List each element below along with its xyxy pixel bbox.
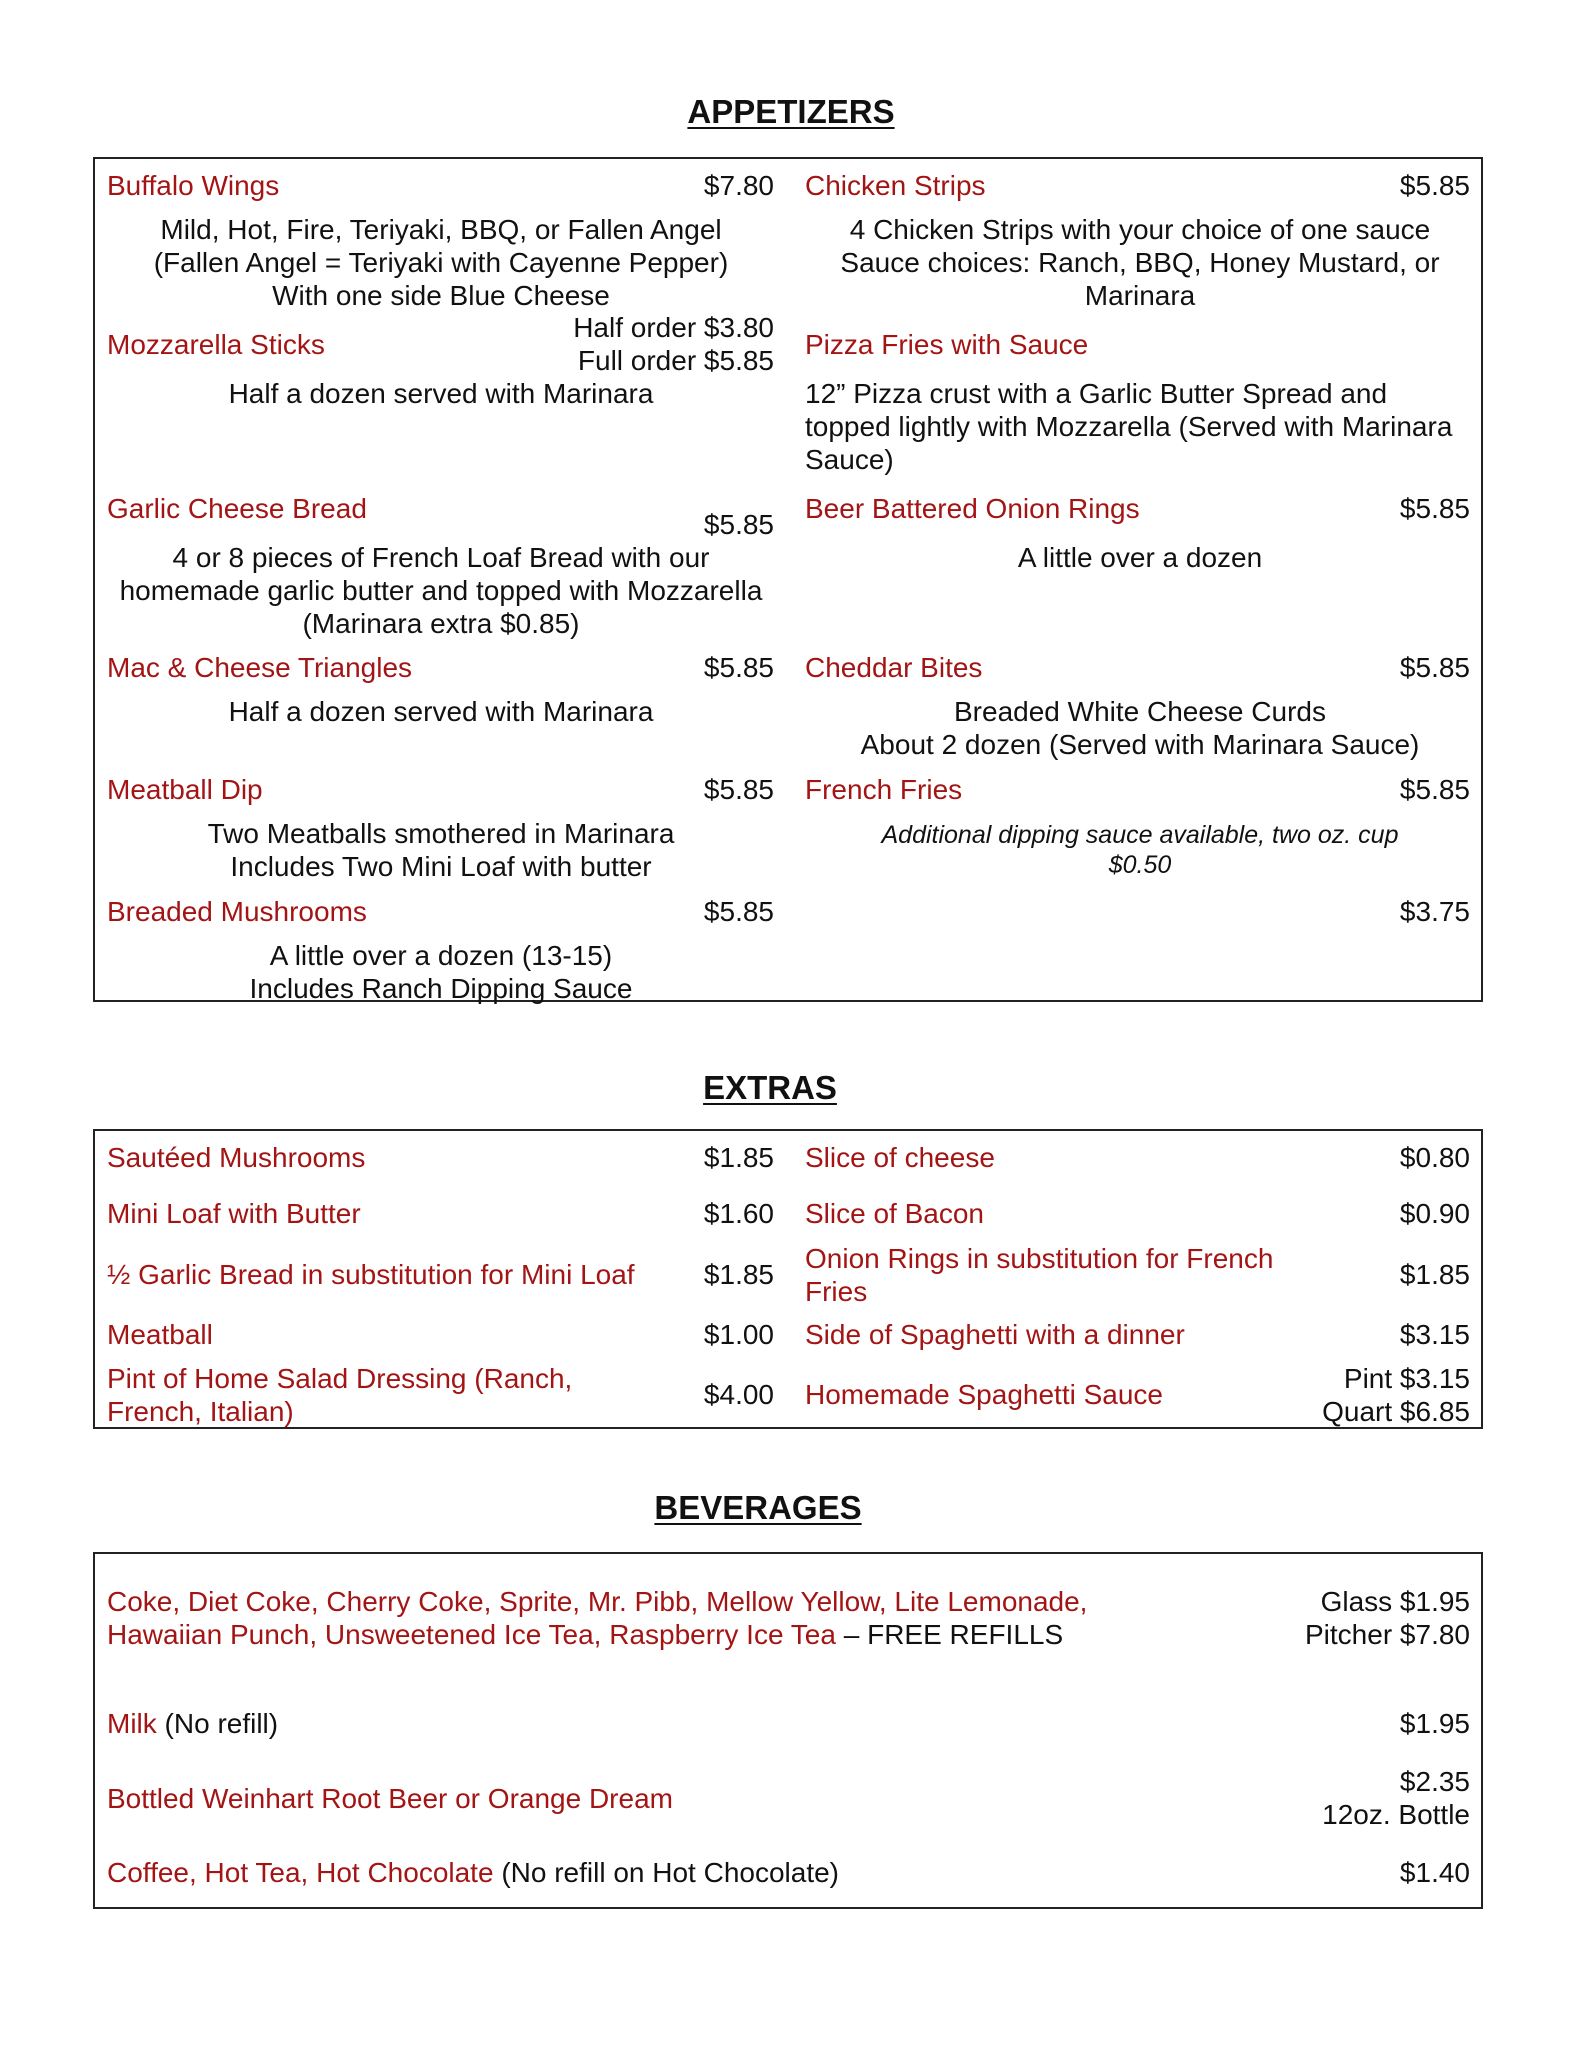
item-name: Sautéed Mushrooms [107,1142,366,1173]
item-price: $5.85 [1399,774,1470,805]
item-price: $1.85 [1399,1259,1470,1290]
item-name: Coffee, Hot Tea, Hot Chocolate (No refill on Hot Chocolate) [107,1857,840,1888]
refill-note: – FREE REFILLS [843,1619,1064,1650]
item-price: $3.75 [1399,896,1470,927]
item-name: Slice of Bacon [805,1198,984,1229]
item-name: Slice of cheese [805,1142,995,1173]
item-name: French Fries [805,774,963,805]
item-price: $1.95 [1399,1708,1470,1739]
item-price: $1.85 [703,1142,774,1173]
item-description: 4 Chicken Strips with your choice of one sauce Sauce choices: Ranch, BBQ, Honey Mustard, or Marinara [840,214,1440,311]
item-price: Glass $1.95 Pitcher $7.80 [1305,1586,1470,1650]
item-name: Pizza Fries with Sauce [805,329,1089,360]
item-name: Meatball [107,1319,213,1350]
item-name: Bottled Weinhart Root Beer or Orange Dream [107,1783,673,1814]
item-price: $0.80 [1399,1142,1470,1173]
extras-heading: EXTRAS [703,1069,837,1106]
item-description: Mild, Hot, Fire, Teriyaki, BBQ, or Fallen Angel (Fallen Angel = Teriyaki with Cayenne Pepper) With one side Blue Cheese [153,214,729,311]
item-name: ½ Garlic Bread in substitution for Mini Loaf [107,1259,635,1290]
item-name: Chicken Strips [805,170,986,201]
appetizers-heading: APPETIZERS [687,93,895,130]
item-name: Beer Battered Onion Rings [805,493,1140,524]
item-name: Mozzarella Sticks [107,329,325,360]
item-description: A little over a dozen [1017,542,1263,573]
item-price: $1.40 [1399,1857,1470,1888]
item-name: Mini Loaf with Butter [107,1198,361,1229]
item-price: $3.15 [1399,1319,1470,1350]
item-name: Breaded Mushrooms [107,896,367,927]
item-price: $2.35 12oz. Bottle [1322,1766,1470,1830]
item-name: Side of Spaghetti with a dinner [805,1319,1185,1350]
dipping-sauce-note: Additional dipping sauce available, two oz. cup $0.50 [881,821,1399,879]
item-price: $7.80 [703,170,774,201]
item-price: $5.85 [1399,170,1470,201]
item-description: A little over a dozen (13-15) Includes Ranch Dipping Sauce [249,940,633,1004]
item-name: Cheddar Bites [805,652,983,683]
item-description: Breaded White Cheese Curds About 2 dozen (Served with Marinara Sauce) [860,696,1420,760]
item-name: Homemade Spaghetti Sauce [805,1379,1163,1410]
item-description: Half a dozen served with Marinara [228,378,654,409]
item-name: Coke, Diet Coke, Cherry Coke, Sprite, Mr. Pibb, Mellow Yellow, Lite Lemonade, Hawaiian Punch, Unsweetened Ice Tea, Raspberry Ice Tea – FREE REFILLS [107,1586,1088,1650]
item-price: $5.85 [703,652,774,683]
item-price: $5.85 [703,896,774,927]
item-price: Pint $3.15 Quart $6.85 [1322,1363,1470,1427]
item-price: $1.60 [703,1198,774,1229]
item-name: Buffalo Wings [107,170,280,201]
item-name: Milk (No refill) [107,1708,279,1739]
refill-note: (No refill) [164,1708,279,1739]
refill-note: (No refill on Hot Chocolate) [501,1857,840,1888]
beverages-heading: BEVERAGES [654,1489,862,1526]
item-price: $5.85 [703,509,774,540]
item-price: $0.90 [1399,1198,1470,1229]
item-name: Mac & Cheese Triangles [107,652,413,683]
item-price: $5.85 [703,774,774,805]
item-price: Half order $3.80 Full order $5.85 [573,312,774,376]
item-description: Two Meatballs smothered in Marinara Includes Two Mini Loaf with butter [207,818,675,882]
item-name: Pint of Home Salad Dressing (Ranch, French, Italian) [107,1363,573,1427]
item-price: $1.00 [703,1319,774,1350]
item-price: $5.85 [1399,493,1470,524]
item-price: $1.85 [703,1259,774,1290]
item-price: $4.00 [703,1379,774,1410]
item-name: Garlic Cheese Bread [107,493,367,524]
item-price: $5.85 [1399,652,1470,683]
item-description: 12” Pizza crust with a Garlic Butter Spread and topped lightly with Mozzarella (Served with Marinara Sauce) [805,378,1453,475]
item-description: Half a dozen served with Marinara [228,696,654,727]
item-description: 4 or 8 pieces of French Loaf Bread with our homemade garlic butter and topped with Mozzarella (Marinara extra $0.85) [119,542,763,639]
item-name: Meatball Dip [107,774,263,805]
item-name: Onion Rings in substitution for French Fries [805,1243,1274,1307]
